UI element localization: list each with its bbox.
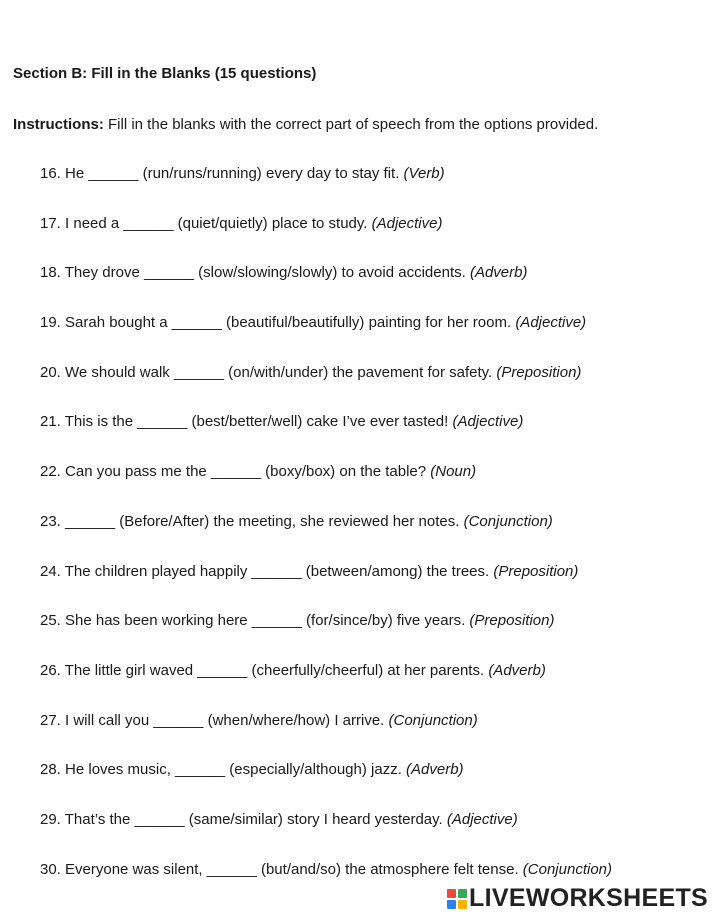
question-28 bbox=[40, 760, 612, 810]
question-list bbox=[40, 164, 612, 909]
question-29 bbox=[40, 810, 612, 860]
question-text: 27. I will call you ______ (when/where/how) I arrive. bbox=[40, 711, 389, 729]
brand-name: LIVEWORKSHEETS bbox=[469, 884, 708, 912]
question-16 bbox=[40, 164, 612, 214]
question-22 bbox=[40, 462, 612, 512]
question-21 bbox=[40, 412, 612, 462]
instructions bbox=[13, 116, 598, 133]
part-of-speech-hint: (Conjunction) bbox=[388, 711, 478, 729]
question-19 bbox=[40, 313, 612, 363]
question-27 bbox=[40, 711, 612, 761]
part-of-speech-hint: (Preposition) bbox=[493, 562, 579, 580]
question-17 bbox=[40, 214, 612, 264]
question-18 bbox=[40, 263, 612, 313]
question-text: 24. The children played happily ______ (between/among) the trees. bbox=[40, 562, 494, 580]
logo-square bbox=[458, 900, 467, 909]
question-25 bbox=[40, 611, 612, 661]
question-23 bbox=[40, 512, 612, 562]
question-text: 20. We should walk ______ (on/with/under) the pavement for safety. bbox=[40, 363, 497, 381]
part-of-speech-hint: (Adjective) bbox=[515, 314, 587, 332]
part-of-speech-hint: (Adverb) bbox=[406, 761, 464, 779]
part-of-speech-hint: (Conjunction) bbox=[522, 860, 613, 878]
question-26 bbox=[40, 661, 612, 711]
logo-square bbox=[447, 889, 456, 898]
part-of-speech-hint: (Conjunction) bbox=[463, 512, 553, 530]
question-text: 23. ______ (Before/After) the meeting, she reviewed her notes. bbox=[40, 512, 464, 530]
question-text: 26. The little girl waved ______ (cheerfully/cheerful) at her parents. bbox=[40, 661, 489, 679]
liveworksheets-watermark bbox=[447, 884, 708, 913]
question-text: 21. This is the ______ (best/better/well) cake I’ve ever tasted! bbox=[40, 413, 453, 431]
question-20 bbox=[40, 363, 612, 413]
part-of-speech-hint: (Verb) bbox=[403, 165, 445, 182]
question-text: 22. Can you pass me the ______ (boxy/box) on the table? bbox=[40, 463, 431, 481]
logo-square bbox=[447, 900, 456, 909]
question-text: 19. Sarah bought a ______ (beautiful/beautifully) painting for her room. bbox=[40, 314, 516, 332]
part-of-speech-hint: (Preposition) bbox=[496, 363, 582, 381]
instructions-label: Instructions: bbox=[13, 116, 104, 133]
question-text: 16. He ______ (run/runs/running) every day to stay fit. bbox=[40, 165, 404, 182]
question-text: 18. They drove ______ (slow/slowing/slowly) to avoid accidents. bbox=[40, 264, 470, 282]
part-of-speech-hint: (Adverb) bbox=[488, 661, 546, 679]
liveworksheets-logo-icon bbox=[447, 889, 467, 909]
part-of-speech-hint: (Adverb) bbox=[469, 264, 528, 282]
part-of-speech-hint: (Preposition) bbox=[469, 612, 555, 630]
part-of-speech-hint: (Adjective) bbox=[371, 214, 443, 232]
question-24 bbox=[40, 562, 612, 612]
question-text: 25. She has been working here ______ (for/since/by) five years. bbox=[40, 612, 470, 630]
logo-square bbox=[458, 889, 467, 898]
instructions-text: Fill in the blanks with the correct part of speech from the options provided. bbox=[103, 116, 599, 133]
question-text: 29. That’s the ______ (same/similar) story I heard yesterday. bbox=[40, 810, 447, 828]
question-text: 17. I need a ______ (quiet/quietly) place to study. bbox=[40, 214, 372, 232]
question-text: 30. Everyone was silent, ______ (but/and/so) the atmosphere felt tense. bbox=[40, 860, 523, 878]
section-title: Section B: Fill in the Blanks (15 questions) bbox=[13, 65, 317, 82]
question-text: 28. He loves music, ______ (especially/although) jazz. bbox=[40, 761, 407, 779]
part-of-speech-hint: (Adjective) bbox=[446, 810, 518, 828]
part-of-speech-hint: (Noun) bbox=[430, 463, 477, 481]
part-of-speech-hint: (Adjective) bbox=[452, 413, 524, 431]
